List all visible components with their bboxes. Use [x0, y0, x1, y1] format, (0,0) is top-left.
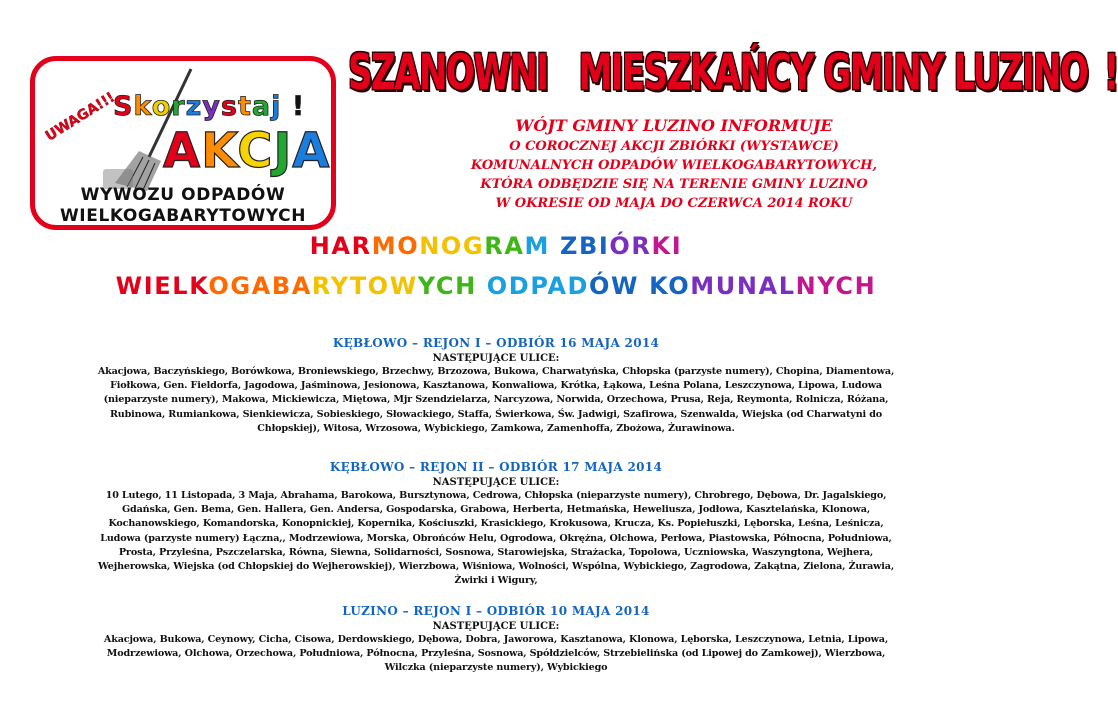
logo-letter: ! — [291, 91, 306, 122]
rainbow-letter: G — [230, 272, 252, 300]
rainbow-letter: H — [854, 272, 877, 300]
rainbow-letter: Y — [330, 272, 350, 300]
logo-letter: J — [273, 123, 293, 179]
logo-letter: z — [185, 91, 203, 122]
rainbow-letter: H — [309, 232, 332, 260]
rainbow-letter: O — [486, 272, 509, 300]
section-subtitle: NASTĘPUJĄCE ULICE: — [432, 477, 560, 488]
section-keblowo-rejon-2 — [30, 460, 962, 588]
rainbow-letter: G — [462, 232, 485, 260]
rainbow-letter: D — [508, 272, 531, 300]
street-line: Chłopskiej), Witosa, Wrzosowa, Wybickiego, Zamkowa, Zamenhoffa, Zbożowa, Żurawinowa. — [257, 422, 735, 434]
akcja-logo — [30, 56, 336, 230]
rainbow-letter: M — [690, 272, 716, 300]
street-list — [30, 365, 962, 436]
harmonogram-title-1 — [0, 232, 992, 260]
street-line: Gdańska, Gen. Bema, Gen. Hallera, Gen. Andersa, Gospodarska, Grabowa, Herberta, Hetmańska, Heweliusza, Jodłowa, Kasztelańska, Klonowa, — [121, 504, 871, 516]
rainbow-letter: A — [331, 232, 352, 260]
street-line: Akacjowa, Bukowa, Ceynowy, Cicha, Cisowa, Derdowskiego, Dębowa, Dobra, Jaworowa, Kasztanowa, Klonowa, Lęborska, Leszczynowa, Letnia, Lipowa, — [103, 634, 889, 645]
rainbow-letter: M — [524, 232, 550, 260]
rainbow-letter: R — [631, 232, 652, 260]
rainbow-letter: R — [484, 232, 505, 260]
headline-part-2: MIESZKAŃCY GMINY LUZINO — [578, 44, 1088, 102]
logo-letter: K — [201, 123, 238, 179]
rainbow-letter: R — [311, 272, 331, 300]
rainbow-letter: A — [547, 272, 568, 300]
info-line-2: KOMUNALNYCH ODPADÓW WIELKOGABARYTOWYCH, — [470, 158, 878, 173]
street-line: Kochanowskiego, Komandorska, Konopnickiej, Kopernika, Kościuszki, Krasickiego, Krokusowa, Krucza, Ks. Popiełuszki, Lęborska, Leśna, Leśnicza, — [108, 518, 884, 530]
logo-letter: s — [220, 91, 238, 122]
rainbow-letter: W — [611, 272, 640, 300]
logo-letter: y — [202, 91, 221, 122]
rainbow-letter: O — [367, 272, 390, 300]
logo-letter: r — [171, 91, 186, 122]
rainbow-letter: A — [758, 272, 779, 300]
skorzystaj-text — [113, 91, 305, 122]
headline — [348, 44, 1118, 102]
info-line-4: W OKRESIE OD MAJA DO CZERWCA 2014 ROKU — [495, 196, 853, 211]
logo-letter: C — [237, 123, 274, 179]
rainbow-letter: Ó — [609, 232, 632, 260]
logo-letter: S — [113, 91, 134, 122]
rainbow-letter: O — [440, 232, 463, 260]
info-line-3: KTÓRA ODBĘDZIE SIĘ NA TERENIE GMINY LUZINO — [480, 177, 868, 192]
street-line: Rubinowa, Rumiankowa, Sienkiewicza, Sobieskiego, Słowackiego, Staffa, Świerkowa, Św. Jadwigi, Szafirowa, Szenwalda, Wiejska (od Charwatyni do — [109, 408, 883, 420]
street-line: Żwirki i Wigury, — [454, 575, 538, 587]
rainbow-letter: U — [715, 272, 737, 300]
street-line: 10 Lutego, 11 Listopada, 3 Maja, Abrahama, Barokowa, Bursztynowa, Cedrowa, Chłopska (nieparzyste numery), Chrobrego, Dębowa, Dr. Jagalskiego, — [105, 490, 887, 501]
rainbow-letter: A — [504, 232, 525, 260]
section-keblowo-rejon-1 — [30, 336, 962, 436]
rainbow-letter: I — [143, 272, 155, 300]
logo-line-1: WYWOZU ODPADÓW — [80, 185, 286, 205]
rainbow-letter: W — [389, 272, 418, 300]
rainbow-letter: O — [668, 272, 691, 300]
rainbow-letter: Y — [817, 272, 836, 300]
rainbow-letter: O — [397, 232, 420, 260]
headline-exclamation: ! — [1103, 44, 1118, 102]
street-list — [30, 633, 962, 676]
rainbow-letter: N — [795, 272, 818, 300]
rainbow-letter — [639, 272, 649, 300]
street-line: Ludowa (parzyste numery) Łączna,, Modrzewiowa, Morska, Obrońców Helu, Ogrodowa, Okrężna, Olchowa, Perłowa, Piastowska, Północna, Południowa, — [100, 532, 892, 544]
logo-line-2: WIELKOGABARYTOWYCH — [59, 206, 307, 226]
info-block — [388, 116, 960, 213]
rainbow-letter: Z — [559, 232, 579, 260]
logo-letter: o — [151, 91, 172, 122]
rainbow-letter: H — [455, 272, 477, 300]
rainbow-letter: Y — [417, 272, 436, 300]
logo-letter — [281, 91, 291, 122]
logo-letter: A — [292, 123, 331, 179]
rainbow-letter: R — [351, 232, 372, 260]
rainbow-letter: N — [736, 272, 759, 300]
section-luzino-rejon-1 — [30, 604, 962, 676]
rainbow-letter: L — [778, 272, 796, 300]
section-title: KĘBŁOWO – REJON I – ODBIÓR 16 MAJA 2014 — [332, 336, 660, 350]
rainbow-letter: B — [578, 232, 599, 260]
logo-letter: j — [271, 91, 282, 122]
logo-letter: A — [163, 123, 202, 179]
street-line: Wejherowska, Wiejska (od Chłopskiej do Wejherowskiej), Wierzbowa, Wiśniowa, Wolności, Wspólna, Wybickiego, Zagrodowa, Zakątna, Zielona, Żurawia, — [97, 561, 895, 573]
street-list — [30, 489, 962, 588]
rainbow-letter: K — [651, 232, 672, 260]
info-line-1: O COROCZNEJ AKCJI ZBIÓRKI (WYSTAWCE) — [509, 139, 839, 154]
rainbow-letter: D — [567, 272, 590, 300]
rainbow-letter: A — [251, 272, 272, 300]
rainbow-letter: W — [115, 272, 144, 300]
rainbow-letter: Ó — [589, 272, 612, 300]
rainbow-letter: C — [835, 272, 855, 300]
uwaga-badge: UWAGA!!! — [42, 89, 118, 145]
rainbow-letter: A — [291, 272, 312, 300]
street-line: Fiołkowa, Gen. Fieldorfa, Jagodowa, Jaśminowa, Jesionowa, Kasztanowa, Konwaliowa, Krótka, Łąkowa, Leśna Polana, Leszczynowa, Lipowa, Ludowa — [110, 380, 882, 392]
harmonogram-title-2 — [0, 272, 992, 300]
rainbow-letter: K — [649, 272, 669, 300]
rainbow-letter: T — [349, 272, 368, 300]
section-title: LUZINO – REJON I – ODBIÓR 10 MAJA 2014 — [342, 604, 650, 618]
rainbow-letter: N — [419, 232, 441, 260]
rainbow-letter: I — [598, 232, 610, 260]
rainbow-letter: M — [371, 232, 398, 260]
section-title: KĘBŁOWO – REJON II – ODBIÓR 17 MAJA 2014 — [329, 460, 663, 474]
street-line: Prosta, Przyleśna, Pszczelarska, Równa, Siewna, Solidarności, Sosnowa, Starowiejska, Strażacka, Topolowa, Uczniowska, Waszyngtona, Wejhera, — [118, 546, 874, 558]
rainbow-letter: B — [271, 272, 292, 300]
rainbow-letter: K — [189, 272, 209, 300]
rainbow-letter: E — [154, 272, 173, 300]
street-line: Wilczka (nieparzyste numery), Wybickiego — [384, 662, 608, 674]
rainbow-letter: O — [208, 272, 231, 300]
street-line: (nieparzyste numery), Makowa, Mickiewicza, Miętowa, Mjr Szendzielarza, Narcyzowa, Norwida, Orzechowa, Prusa, Reja, Reymonta, Rolnicza, Różana, — [103, 394, 889, 406]
rainbow-letter: C — [435, 272, 456, 300]
akcja-text — [163, 123, 331, 179]
rainbow-letter — [477, 272, 487, 300]
rainbow-letter: L — [172, 272, 190, 300]
logo-letter: k — [133, 91, 152, 122]
street-line: Akacjowa, Baczyńskiego, Borówkowa, Broniewskiego, Brzechwy, Brzozowa, Bukowa, Charwatyńska, Chłopska (parzyste numery), Chopina, Diamentowa, — [97, 366, 895, 377]
headline-part-1: SZANOWNI — [348, 44, 548, 102]
rainbow-letter: I — [671, 232, 683, 260]
info-line-0: WÓJT GMINY LUZINO INFORMUJE — [515, 116, 833, 135]
section-subtitle: NASTĘPUJĄCE ULICE: — [432, 621, 560, 632]
street-line: Modrzewiowa, Olchowa, Orzechowa, Południowa, Północna, Przyleśna, Sosnowa, Spółdzielców, Strzebielińska (od Lipowej do Zamkowej), Wierzbowa, — [106, 648, 886, 660]
rainbow-letter: P — [530, 272, 548, 300]
logo-letter: a — [251, 91, 272, 122]
rainbow-letter — [550, 232, 560, 260]
logo-letter: t — [237, 91, 252, 122]
section-subtitle: NASTĘPUJĄCE ULICE: — [432, 353, 560, 364]
